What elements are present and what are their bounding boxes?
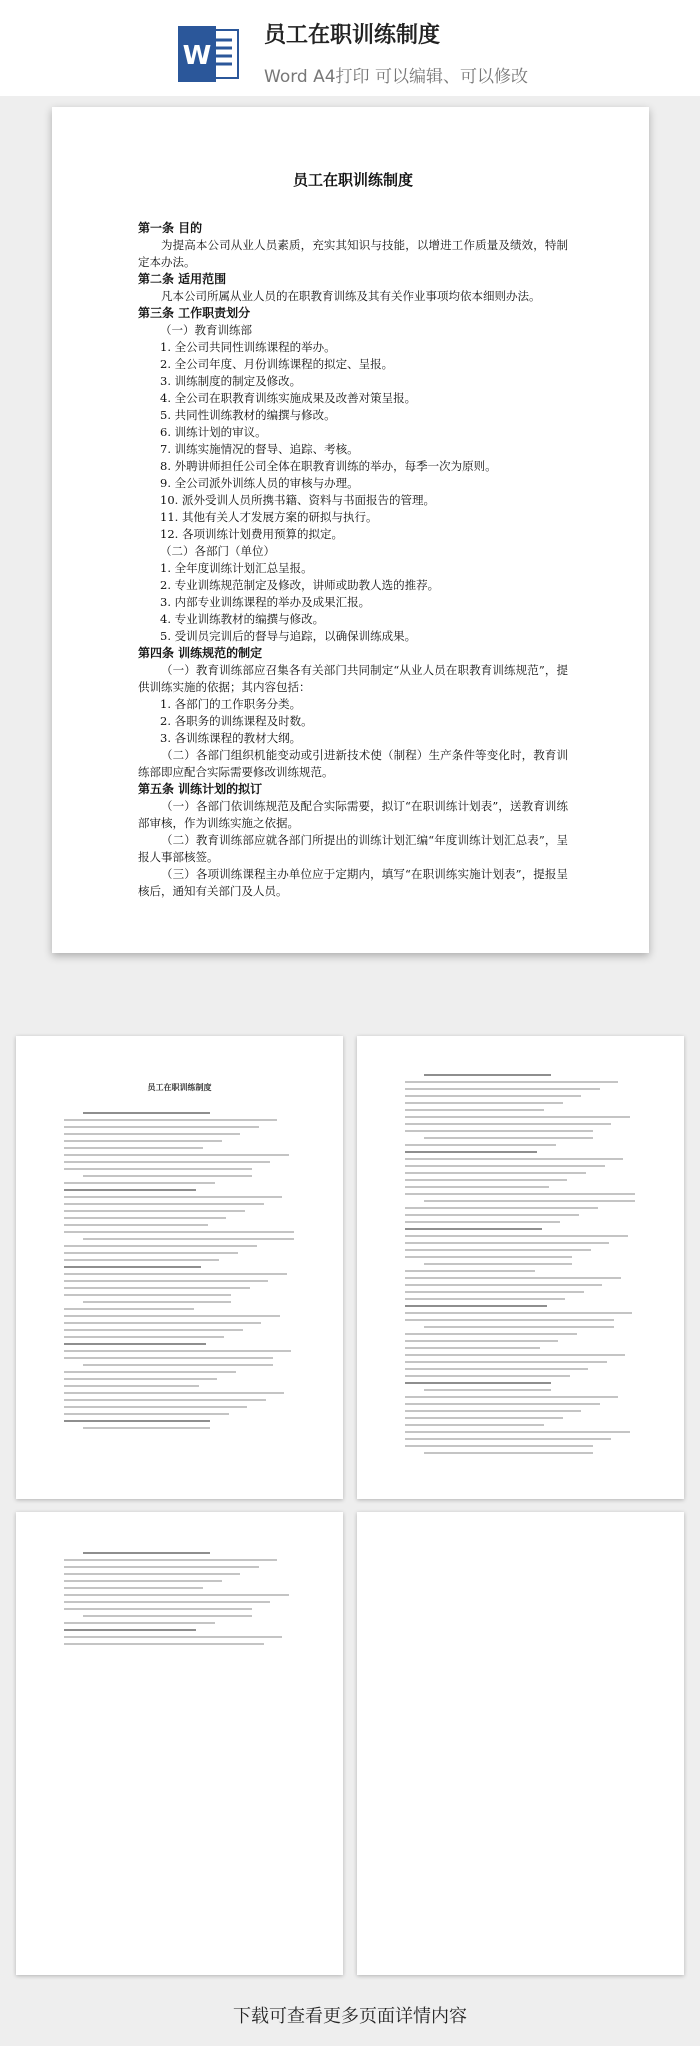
thumbnail-text-line [64, 1189, 196, 1191]
thumbnail-text-line [64, 1315, 280, 1317]
thumbnail-text-line [64, 1573, 240, 1575]
thumbnail-text-line [424, 1389, 552, 1391]
document-page-preview [52, 107, 649, 953]
thumbnail-text-line [405, 1396, 618, 1398]
thumbnail-text-line [405, 1354, 625, 1356]
word-document-icon [176, 22, 240, 86]
thumbnail-text-line [83, 1112, 211, 1114]
paragraph: （二）教育训练部应就各部门所提出的训练计划汇编“年度训练计划汇总表”，呈报人事部核签。 [138, 833, 568, 864]
document-title: 员工在职训练制度 [292, 171, 413, 189]
thumbnail-text-line [64, 1140, 222, 1142]
thumbnail-text-line [405, 1298, 565, 1300]
list-item: 5. 受训员完训后的督导与追踪，以确保训练成果。 [160, 629, 417, 643]
list-item: 8. 外聘讲师担任公司全体在职教育训练的举办，每季一次为原则。 [160, 459, 497, 473]
paragraph: （一）教育训练部应召集各有关部门共同制定“从业人员在职教育训练规范”，提供训练实施的依据；其内容包括： [138, 663, 568, 694]
thumbnail-text-line [424, 1200, 635, 1202]
paragraph: 为提高本公司从业人员素质，充实其知识与技能，以增进工作质量及绩效，特制定本办法。 [138, 238, 568, 269]
thumbnail-text-line [64, 1329, 243, 1331]
list-item: 7. 训练实施情况的督导、追踪、考核。 [160, 442, 359, 456]
header-subtitle: Word A4打印 可以编辑、可以修改 [264, 67, 528, 87]
paragraph: （三）各项训练课程主办单位应于定期内，填写“在职训练实施计划表”，提报呈核后，通知有关部门及人员。 [138, 867, 568, 898]
page-thumbnail-2[interactable] [357, 1036, 684, 1499]
thumbnail-text-line [405, 1123, 611, 1125]
thumbnail-text-line [405, 1382, 551, 1384]
list-item: 5. 共同性训练教材的编撰与修改。 [160, 408, 336, 422]
thumbnail-text-line [64, 1336, 224, 1338]
list-item: 4. 全公司在职教育训练实施成果及改善对策呈报。 [160, 391, 417, 405]
thumbnail-text-line [64, 1566, 259, 1568]
thumbnail-text-line [64, 1350, 291, 1352]
thumbnail-text-line [83, 1364, 273, 1366]
list-item: 1. 全年度训练计划汇总呈报。 [160, 561, 313, 575]
thumbnail-text-line [64, 1168, 252, 1170]
thumbnail-text-line [405, 1431, 630, 1433]
thumbnail-text-line [64, 1413, 229, 1415]
list-item: 3. 训练制度的制定及修改。 [160, 374, 302, 388]
thumbnail-text-line [405, 1144, 556, 1146]
thumbnail-text-lines [64, 1112, 296, 1434]
thumbnail-text-line [64, 1224, 208, 1226]
list-item: 11. 其他有关人才发展方案的研拟与执行。 [160, 510, 378, 524]
thumbnail-text-line [405, 1312, 632, 1314]
thumbnail-text-line [405, 1228, 542, 1230]
thumbnail-text-line [405, 1095, 581, 1097]
thumbnail-text-line [405, 1193, 635, 1195]
thumbnail-text-line [405, 1375, 570, 1377]
section-heading: 第三条 工作职责划分 [138, 306, 251, 320]
thumbnail-text-line [64, 1196, 282, 1198]
paragraph: 凡本公司所属从业人员的在职教育训练及其有关作业事项均依本细则办法。 [161, 289, 541, 303]
thumbnail-text-line [405, 1102, 563, 1104]
thumbnail-text-line [64, 1203, 264, 1205]
thumbnail-text-line [405, 1305, 547, 1307]
thumbnail-text-line [64, 1308, 194, 1310]
thumbnail-text-line [405, 1088, 600, 1090]
thumbnail-text-line [83, 1552, 211, 1554]
list-item: 3. 内部专业训练课程的举办及成果汇报。 [160, 595, 371, 609]
thumbnail-text-line [83, 1301, 231, 1303]
thumbnail-text-line [64, 1280, 268, 1282]
thumbnail-text-line [405, 1445, 593, 1447]
thumbnail-text-line [64, 1399, 266, 1401]
thumbnail-text-line [64, 1133, 240, 1135]
thumbnail-text-line [405, 1270, 535, 1272]
thumbnail-text-line [405, 1242, 609, 1244]
thumbnail-text-line [405, 1256, 572, 1258]
list-item: 3. 各训练课程的教材大纲。 [160, 731, 302, 745]
thumbnail-text-line [64, 1259, 219, 1261]
thumbnail-text-line [83, 1427, 211, 1429]
download-more-link[interactable]: 下载可查看更多页面详情内容 [233, 2006, 467, 2027]
subsection-heading: （二）各部门（单位） [160, 544, 275, 558]
thumbnail-text-line [64, 1266, 201, 1268]
thumbnail-text-line [405, 1417, 563, 1419]
thumbnail-text-line [405, 1165, 605, 1167]
section-heading: 第一条 目的 [138, 221, 203, 235]
thumbnail-text-line [405, 1214, 579, 1216]
thumbnail-text-line [64, 1371, 236, 1373]
thumbnail-text-line [405, 1186, 549, 1188]
thumbnail-text-line [64, 1322, 261, 1324]
paragraph: （一）各部门依训练规范及配合实际需要，拟订“在职训练计划表”，送教育训练部审核，作为训练实施之依据。 [138, 799, 568, 830]
list-item: 2. 全公司年度、月份训练课程的拟定、呈报。 [160, 357, 394, 371]
thumbnail-text-line [405, 1116, 630, 1118]
thumbnail-text-line [405, 1438, 611, 1440]
thumbnail-text-line [64, 1378, 217, 1380]
list-item: 10. 派外受训人员所携书籍、资料与书面报告的管理。 [160, 493, 435, 507]
thumbnail-text-line [64, 1294, 231, 1296]
thumbnail-text-line [405, 1424, 544, 1426]
thumbnail-text-line [405, 1368, 588, 1370]
thumbnail-text-line [405, 1333, 577, 1335]
thumbnail-text-line [83, 1175, 252, 1177]
thumbnail-text-line [64, 1357, 273, 1359]
thumbnail-text-line [64, 1601, 270, 1603]
thumbnail-text-line [64, 1587, 203, 1589]
thumbnail-text-line [64, 1580, 222, 1582]
page-thumbnail-1[interactable] [16, 1036, 343, 1499]
section-heading: 第五条 训练计划的拟订 [138, 782, 263, 796]
thumbnail-text-line [405, 1221, 560, 1223]
thumbnail-text-line [64, 1343, 206, 1345]
thumbnail-text-line [83, 1615, 252, 1617]
thumbnail-text-line [424, 1137, 593, 1139]
list-item: 2. 各职务的训练课程及时数。 [160, 714, 313, 728]
thumbnail-text-line [64, 1147, 203, 1149]
page-thumbnail-3[interactable] [16, 1512, 343, 1975]
thumbnail-text-line [405, 1172, 586, 1174]
thumbnail-text-lines [405, 1074, 637, 1459]
list-item: 1. 各部门的工作职务分类。 [160, 697, 302, 711]
thumbnail-text-line [424, 1263, 572, 1265]
thumbnail-text-line [405, 1361, 607, 1363]
list-item: 9. 全公司派外训练人员的审核与办理。 [160, 476, 359, 490]
thumbnail-text-line [64, 1559, 277, 1561]
thumbnail-text-line [405, 1249, 591, 1251]
thumbnail-text-line [405, 1410, 581, 1412]
thumbnail-text-line [405, 1109, 544, 1111]
thumbnail-text-line [64, 1231, 294, 1233]
thumbnail-text-line [64, 1385, 199, 1387]
header-bar [0, 0, 700, 96]
thumbnail-text-line [64, 1622, 215, 1624]
thumbnail-text-line [64, 1119, 277, 1121]
thumbnail-text-line [424, 1326, 614, 1328]
header-title: 员工在职训练制度 [264, 23, 441, 48]
thumbnail-text-line [64, 1252, 238, 1254]
section-heading: 第二条 适用范围 [138, 272, 227, 286]
thumbnail-text-line [64, 1126, 259, 1128]
section-heading: 第四条 训练规范的制定 [138, 646, 263, 660]
page-thumbnail-4[interactable] [357, 1512, 684, 1975]
thumbnail-text-line [64, 1636, 282, 1638]
thumbnail-text-line [64, 1245, 257, 1247]
thumbnail-text-line [64, 1608, 252, 1610]
thumbnail-text-line [64, 1420, 210, 1422]
thumbnail-text-line [64, 1629, 196, 1631]
list-item: 2. 专业训练规范制定及修改，讲师或助教人选的推荐。 [160, 578, 440, 592]
thumbnail-text-line [405, 1130, 593, 1132]
thumbnail-title: 员工在职训练制度 [147, 1082, 212, 1092]
thumbnail-text-line [64, 1594, 289, 1596]
thumbnail-text-line [405, 1340, 558, 1342]
thumbnail-text-line [64, 1287, 250, 1289]
thumbnail-text-line [64, 1392, 284, 1394]
thumbnail-text-line [405, 1081, 618, 1083]
thumbnail-text-line [64, 1217, 226, 1219]
thumbnail-text-line [405, 1158, 623, 1160]
thumbnail-text-line [405, 1207, 598, 1209]
thumbnail-text-line [83, 1238, 294, 1240]
thumbnail-text-line [64, 1161, 270, 1163]
paragraph: （二）各部门组织机能变动或引进新技术使（制程）生产条件等变化时，教育训练部即应配合实际需要修改训练规范。 [138, 748, 568, 779]
thumbnail-text-line [64, 1182, 215, 1184]
thumbnail-text-line [405, 1284, 602, 1286]
thumbnail-text-line [405, 1179, 567, 1181]
list-item: 12. 各项训练计划费用预算的拟定。 [160, 527, 343, 541]
thumbnail-text-line [424, 1452, 593, 1454]
thumbnail-text-line [64, 1154, 289, 1156]
document-body [138, 169, 568, 900]
thumbnail-text-line [64, 1643, 264, 1645]
thumbnail-text-line [405, 1291, 584, 1293]
list-item: 1. 全公司共同性训练课程的举办。 [160, 340, 336, 354]
thumbnail-text-line [64, 1210, 245, 1212]
list-item: 6. 训练计划的审议。 [160, 425, 267, 439]
thumbnail-text-line [64, 1406, 247, 1408]
thumbnail-text-line [405, 1235, 628, 1237]
thumbnail-text-line [405, 1151, 537, 1153]
thumbnail-text-line [405, 1347, 540, 1349]
thumbnail-text-line [405, 1277, 621, 1279]
thumbnail-text-line [405, 1403, 600, 1405]
thumbnail-text-line [405, 1319, 614, 1321]
svg-text:W: W [182, 41, 212, 71]
thumbnail-text-line [424, 1074, 552, 1076]
thumbnail-text-line [64, 1273, 287, 1275]
list-item: 4. 专业训练教材的编撰与修改。 [160, 612, 325, 626]
subsection-heading: （一）教育训练部 [160, 323, 252, 337]
thumbnail-text-lines [64, 1552, 296, 1650]
